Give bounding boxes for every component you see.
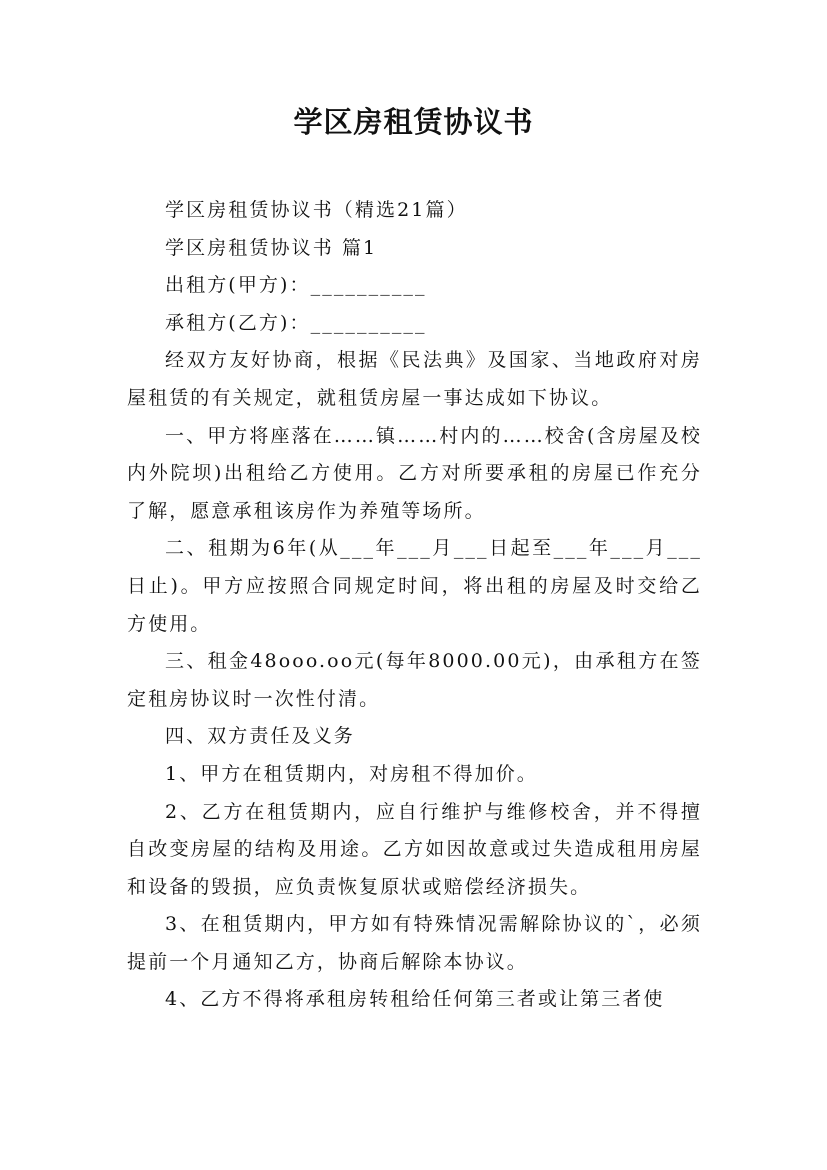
paragraph: 三、租金48ooo.oo元(每年8000.00元)，由承租方在签定租房协议时一次性付清。 bbox=[127, 650, 702, 710]
paragraph: 学区房租赁协议书 篇1 bbox=[165, 236, 378, 259]
paragraph: 四、双方责任及义务 bbox=[165, 725, 355, 748]
document-body bbox=[127, 192, 702, 1019]
paragraph: 1、甲方在租赁期内，对房租不得加价。 bbox=[165, 762, 538, 785]
paragraph: 经双方友好协商，根据《民法典》及国家、当地政府对房屋租赁的有关规定，就租赁房屋一事达成如下协议。 bbox=[127, 349, 702, 409]
paragraph: 一、甲方将座落在……镇……村内的……校舍(含房屋及校内外院坝)出租给乙方使用。乙方对所要承租的房屋已作充分了解，愿意承租该房作为养殖等场所。 bbox=[127, 424, 703, 522]
paragraph: 2、乙方在租赁期内，应自行维护与维修校舍，并不得擅自改变房屋的结构及用途。乙方如因故意或过失造成租用房屋和设备的毁损，应负责恢复原状或赔偿经济损失。 bbox=[127, 800, 702, 898]
paragraph: 出租方(甲方)：__________ bbox=[165, 274, 427, 297]
paragraph: 学区房租赁协议书（精选21篇） bbox=[165, 199, 468, 221]
paragraph: 3、在租赁期内，甲方如有特殊情况需解除协议的`，必须提前一个月通知乙方，协商后解除本协议。 bbox=[127, 913, 702, 973]
paragraph: 二、租期为6年(从___年___月___日起至___年___月___日止)。甲方应按照合同规定时间，将出租的房屋及时交给乙方使用。 bbox=[127, 537, 702, 635]
document-title: 学区房租赁协议书 bbox=[293, 105, 534, 139]
paragraph: 4、乙方不得将承租房转租给任何第三者或让第三者使 bbox=[165, 988, 665, 1011]
paragraph: 承租方(乙方)：__________ bbox=[165, 311, 427, 334]
